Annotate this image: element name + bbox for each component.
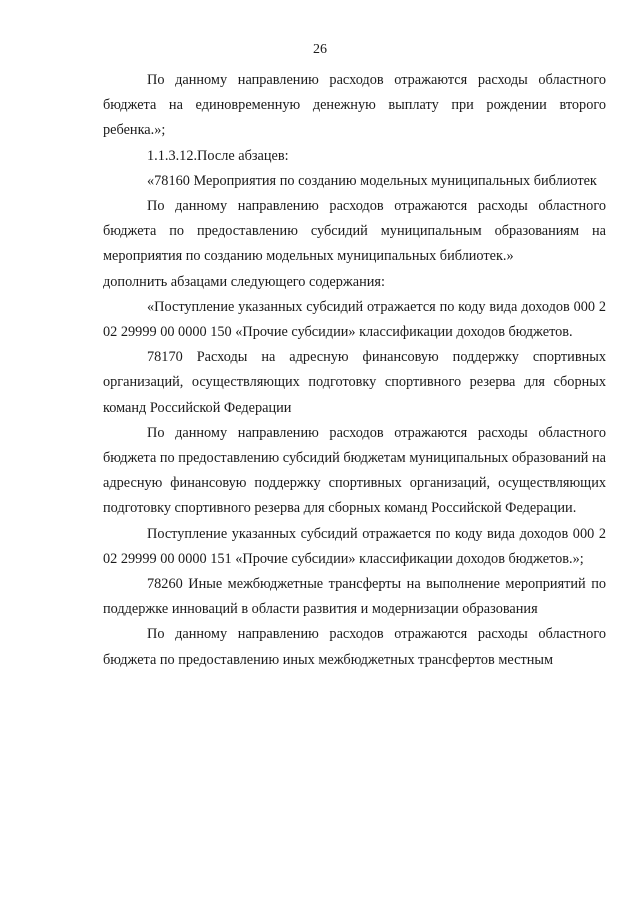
document-body — [103, 68, 606, 673]
paragraph-10: 78260 Иные межбюджетные трансферты на выполнение мероприятий по поддержке инноваций в области развития и модернизации образования — [103, 576, 606, 618]
paragraph-6: «Поступление указанных субсидий отражается по коду вида доходов 000 2 02 29999 00 0000 150 «Прочие субсидии» классификации доходов бюджетов. — [103, 298, 606, 341]
paragraph-9: Поступление указанных субсидий отражается по коду вида доходов 000 2 02 29999 00 0000 151 «Прочие субсидии» классификации доходов бюджетов.»; — [103, 525, 606, 567]
paragraph-2: 1.1.3.12.После абзацев: — [147, 147, 289, 164]
paragraph-5: дополнить абзацами следующего содержания: — [103, 273, 385, 290]
paragraph-4: По данному направлению расходов отражаются расходы областного бюджета по предоставлению субсидий муниципальным образованиям на мероприятия по созданию модельных муниципальных библиотек.» — [103, 198, 606, 265]
paragraph-7: 78170 Расходы на адресную финансовую поддержку спортивных организаций, осуществляющих подготовку спортивного резерва для сборных команд Российской Федерации — [103, 349, 606, 416]
paragraph-3: «78160 Мероприятия по созданию модельных муниципальных библиотек — [147, 172, 597, 189]
paragraph-8: По данному направлению расходов отражаются расходы областного бюджета по предоставлению субсидий бюджетам муниципальных образований на адресную финансовую поддержку спортивных организаций, осуществляющих подготовку спортивного резерва для сборных команд Российской Федерации. — [103, 424, 606, 517]
paragraph-11: По данному направлению расходов отражаются расходы областного бюджета по предоставлению иных межбюджетных трансфертов местным — [103, 626, 606, 668]
paragraph-1: По данному направлению расходов отражаются расходы областного бюджета на единовременную денежную выплату при рождении второго ребенка.»; — [103, 72, 606, 139]
page-number: 26 — [313, 42, 327, 57]
